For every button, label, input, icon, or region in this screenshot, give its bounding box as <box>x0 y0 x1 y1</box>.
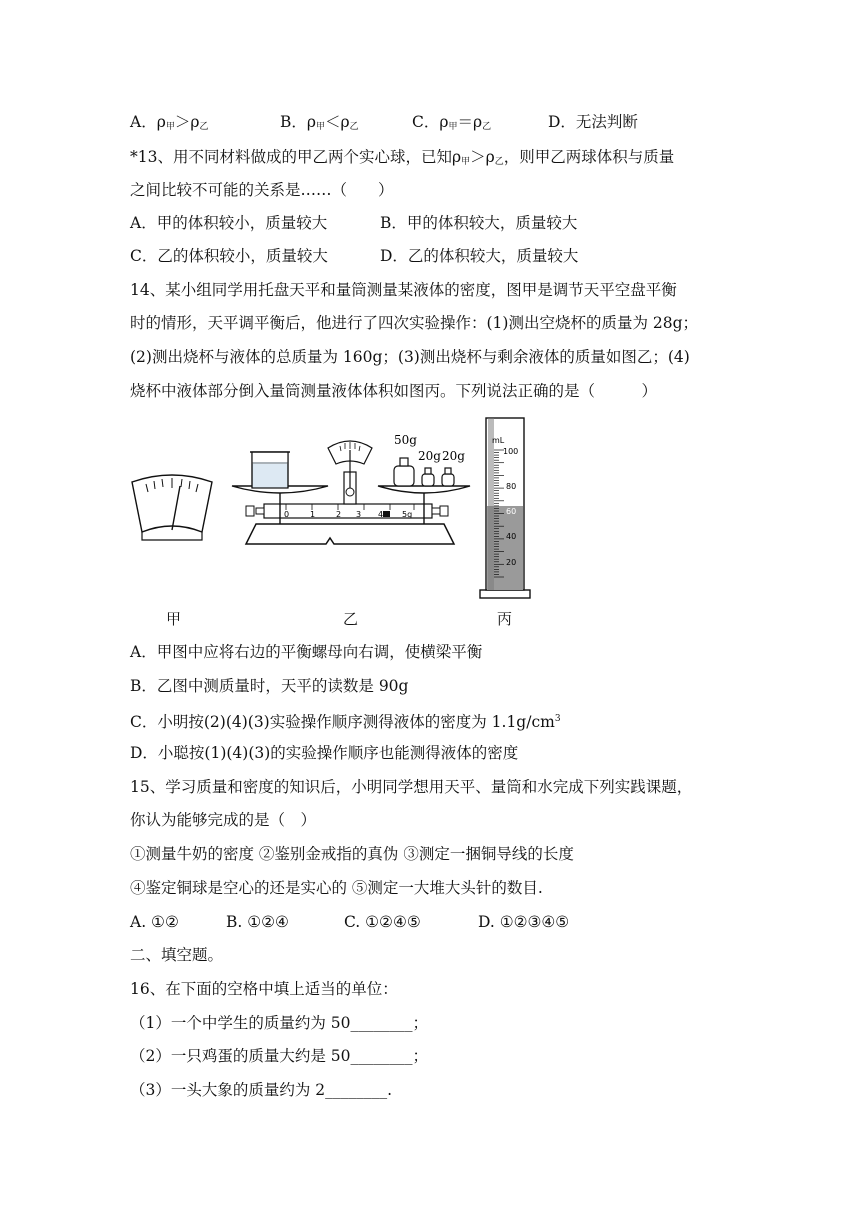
balance-and-cylinder-figure <box>128 412 548 604</box>
q13-stem-line1 <box>130 147 674 172</box>
q14-option-d[interactable]: D．小聪按(1)(4)(3)的实验操作顺序也能测得液体的密度 <box>130 744 519 762</box>
figure-label-jia: 甲 <box>166 610 182 628</box>
q12-c-sub1: 甲 <box>448 122 458 132</box>
q12-b-sub1: 甲 <box>316 122 326 132</box>
q12-a-sub2: 乙 <box>199 122 209 132</box>
beam-scale-4: 4 <box>378 510 384 519</box>
q13-text-a: *13、用不同材料做成的甲乙两个实心球，已知ρ <box>130 148 462 166</box>
q14-option-c-text: C．小明按(2)(4)(3)实验操作顺序测得液体的密度为 1.1g/cm <box>130 713 555 732</box>
q13-gt: ＞ρ <box>470 148 495 166</box>
q15-stem-line3: ①测量牛奶的密度 ②鉴别金戒指的真伪 ③测定一捆铜导线的长度 <box>130 845 574 863</box>
q14-stem-line3: (2)测出烧杯与液体的总质量为 160g；(3)测出烧杯与剩余液体的质量如图乙；(4) <box>130 348 690 366</box>
q12-b-text: B．ρ <box>280 113 317 131</box>
weight-20g-label-a: 20g <box>418 449 441 463</box>
q15-option-a[interactable]: A. ①② <box>130 913 179 931</box>
q12-b-sub2: 乙 <box>349 122 359 132</box>
q16-stem: 16、在下面的空格中填上适当的单位： <box>130 980 398 998</box>
q15-stem-line2: 你认为能够完成的是（ ） <box>130 811 317 829</box>
balance-yi <box>232 433 470 544</box>
q13-stem-line2: 之间比较不可能的关系是……（ ） <box>130 181 394 199</box>
q13-text-b: ，则甲乙两球体积与质量 <box>503 148 675 166</box>
rider <box>383 511 390 517</box>
q12-a-text2: ＞ρ <box>174 113 200 131</box>
beam-scale-0: 0 <box>284 510 290 519</box>
q15-stem-line4: ④鉴定铜球是空心的还是实心的 ⑤测定一大堆大头针的数目. <box>130 879 543 897</box>
q15-option-d[interactable]: D. ①②③④⑤ <box>478 913 570 931</box>
q12-b-text2: ＜ρ <box>325 113 350 131</box>
q15-option-c[interactable]: C. ①②④⑤ <box>344 913 421 931</box>
q16-item-2: （2）一只鸡蛋的质量大约是 50________； <box>130 1047 429 1065</box>
cylinder-80: 80 <box>506 482 517 491</box>
beam-scale-5: 5g <box>402 510 413 519</box>
beam-scale-1: 1 <box>310 510 316 519</box>
q14-option-a[interactable]: A．甲图中应将右边的平衡螺母向右调，使横梁平衡 <box>130 643 483 661</box>
q12-option-c[interactable] <box>412 112 491 137</box>
weight-50g-label: 50g <box>394 433 417 447</box>
q13-sub2: 乙 <box>494 157 504 167</box>
q13-option-c[interactable]: C．乙的体积较小，质量较大 <box>130 247 328 265</box>
weight-20g-label-b: 20g <box>442 449 465 463</box>
beam-scale-2: 2 <box>336 510 342 519</box>
q14-stem-line2: 时的情形，天平调平衡后，他进行了四次实验操作：(1)测出空烧杯的质量为 28g； <box>130 314 699 332</box>
q12-a-text: A．ρ <box>130 113 166 131</box>
q13-option-b[interactable]: B．甲的体积较大，质量较大 <box>380 214 578 232</box>
q13-option-a[interactable]: A．甲的体积较小，质量较大 <box>130 214 328 232</box>
cylinder-unit: mL <box>492 436 505 445</box>
graduated-cylinder-bing <box>480 418 530 598</box>
q12-c-sub2: 乙 <box>482 122 492 132</box>
q13-sub1: 甲 <box>461 157 471 167</box>
q14-stem-line4: 烧杯中液体部分倒入量筒测量液体体积如图丙。下列说法正确的是（ ） <box>130 382 658 400</box>
cylinder-20: 20 <box>506 558 517 567</box>
section-heading-fill-in: 二、填空题。 <box>130 946 224 964</box>
q12-option-d[interactable]: D．无法判断 <box>548 113 638 131</box>
q12-option-a[interactable] <box>130 112 208 137</box>
scale-dial-jia <box>132 475 212 540</box>
q14-figure <box>128 412 548 608</box>
q14-stem-line1: 14、某小组同学用托盘天平和量筒测量某液体的密度，图甲是调节天平空盘平衡 <box>130 281 677 299</box>
q15-stem-line1: 15、学习质量和密度的知识后，小明同学想用天平、量筒和水完成下列实践课题， <box>130 778 693 796</box>
q12-c-text: C．ρ <box>412 113 449 131</box>
q14-option-c[interactable] <box>130 709 561 732</box>
q15-option-b[interactable]: B. ①②④ <box>226 913 289 931</box>
q12-a-sub1: 甲 <box>165 122 175 132</box>
q16-item-3: （3）一头大象的质量约为 2________. <box>130 1081 393 1099</box>
q12-c-text2: ＝ρ <box>457 113 483 131</box>
cylinder-100: 100 <box>503 447 519 456</box>
beam-scale-3: 3 <box>356 510 362 519</box>
figure-label-yi: 乙 <box>343 610 359 628</box>
beaker <box>250 452 290 488</box>
q14-option-b[interactable]: B．乙图中测质量时，天平的读数是 90g <box>130 677 409 695</box>
q16-item-1: （1）一个中学生的质量约为 50________； <box>130 1014 429 1032</box>
cylinder-60: 60 <box>506 507 517 516</box>
q13-option-d[interactable]: D．乙的体积较大，质量较大 <box>380 247 579 265</box>
figure-label-bing: 丙 <box>497 610 513 628</box>
cylinder-40: 40 <box>506 532 517 541</box>
q14-option-c-sup: 3 <box>554 714 561 724</box>
q12-option-b[interactable] <box>280 112 359 137</box>
